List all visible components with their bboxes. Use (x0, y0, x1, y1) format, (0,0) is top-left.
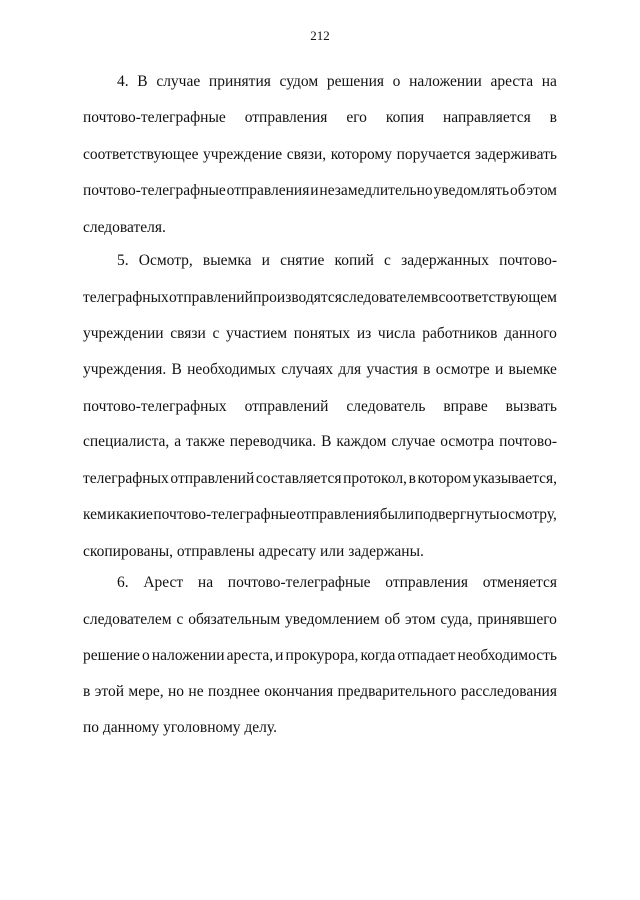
text-line: почтово-телеграфные отправления его копия направляется в (83, 109, 557, 126)
text-line: почтово-телеграфные отправления и незамедлительно уведомлять об этом (83, 182, 557, 199)
text-line: соответствующее учреждение связи, которому поручается задерживать (83, 146, 557, 163)
text-line: следователя. (83, 219, 166, 236)
text-line: кем и какие почтово-телеграфные отправления были подвергнуты осмотру, (83, 506, 557, 523)
text-line: следователем с обязательным уведомлением об этом суда, принявшего (83, 611, 557, 628)
text-line: по данному уголовному делу. (83, 719, 277, 736)
text-line: скопированы, отправлены адресату или задержаны. (83, 543, 424, 560)
text-line: телеграфных отправлений составляется протокол, в котором указывается, (83, 470, 557, 487)
text-line: решение о наложении ареста, и прокурора, когда отпадает необходимость (83, 647, 557, 664)
text-line: почтово-телеграфных отправлений следователь вправе вызвать (83, 398, 557, 415)
text-line: в этой мере, но не позднее окончания предварительного расследования (83, 683, 557, 700)
text-line: учреждении связи с участием понятых из числа работников данного (83, 325, 557, 342)
text-line: 4. В случае принятия судом решения о наложении ареста на (117, 73, 557, 90)
text-line: 6. Арест на почтово-телеграфные отправления отменяется (117, 574, 557, 591)
text-line: специалиста, а также переводчика. В каждом случае осмотра почтово- (83, 433, 557, 450)
page-number: 212 (310, 28, 330, 43)
text-line: телеграфных отправлений производятся следователем в соответствующем (83, 289, 557, 306)
text-line: учреждения. В необходимых случаях для участия в осмотре и выемке (83, 361, 557, 378)
text-line: 5. Осмотр, выемка и снятие копий с задержанных почтово- (117, 252, 557, 269)
